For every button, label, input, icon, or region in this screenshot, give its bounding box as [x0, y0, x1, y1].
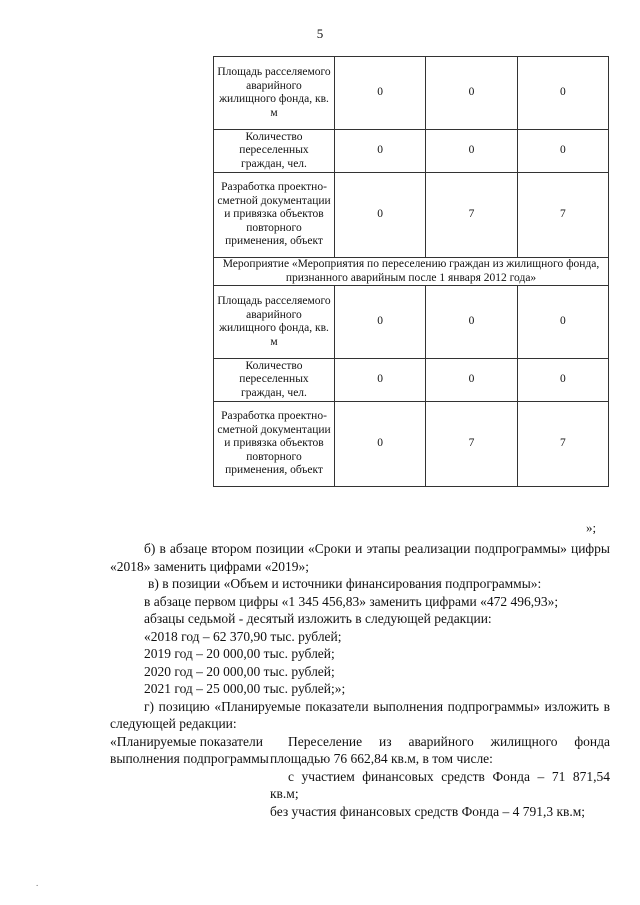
row-label: Разработка проектно-сметной документации и привязка объектов повторного применения, объект [214, 173, 335, 258]
year-2019: 2019 год – 20 000,00 тыс. рублей; [144, 646, 335, 661]
cell-value: 0 [517, 57, 608, 130]
document-body [110, 540, 610, 820]
row-label: Разработка проектно-сметной документации и привязка объектов повторного применения, объект [214, 402, 335, 487]
year-2018: «2018 год – 62 370,90 тыс. рублей; [144, 628, 342, 644]
table-row [214, 130, 609, 173]
section-heading: Мероприятие «Мероприятия по переселению граждан из жилищного фонда, признанного аварийным после 1 января 2012 года» [214, 258, 609, 286]
cell-value: 0 [335, 173, 426, 258]
cell-value: 0 [517, 130, 608, 173]
table-row [214, 359, 609, 402]
cell-value: 0 [335, 57, 426, 130]
cell-value: 0 [426, 286, 517, 359]
table-row [214, 57, 609, 130]
margin-mark: . [36, 878, 39, 888]
table-row [214, 402, 609, 487]
indicators-table [213, 56, 609, 487]
cell-value: 0 [517, 286, 608, 359]
cell-value: 0 [335, 286, 426, 359]
cell-value: 7 [517, 173, 608, 258]
page-number: 5 [316, 26, 324, 41]
year-2020: 2020 год – 20 000,00 тыс. рублей; [144, 663, 335, 679]
indicator-line: Переселение из аварийного жилищного фонда площадью 76 662,84 кв.м, в том числе: [270, 733, 610, 766]
paragraph-v2: абзацы седьмой - десятый изложить в следующей редакции: [144, 611, 492, 626]
table-closing-quote: »; [586, 520, 597, 535]
indicator-line: с участием финансовых средств Фонда – 71 871,54 кв.м; [270, 768, 610, 801]
cell-value: 7 [426, 402, 517, 487]
cell-value: 0 [426, 130, 517, 173]
indicators-content [270, 733, 610, 821]
cell-value: 0 [335, 359, 426, 402]
cell-value: 0 [335, 130, 426, 173]
table-row [214, 286, 609, 359]
cell-value: 0 [335, 402, 426, 487]
year-2021: 2021 год – 25 000,00 тыс. рублей;»; [144, 681, 346, 696]
indicators-title: «Планируемые показатели выполнения подпрограммы [110, 733, 269, 766]
row-label: Количество переселенных граждан, чел. [214, 359, 335, 402]
row-label: Количество переселенных граждан, чел. [214, 130, 335, 173]
table-row [214, 173, 609, 258]
section-row [214, 258, 609, 286]
cell-value: 0 [426, 359, 517, 402]
row-label: Площадь расселяемого аварийного жилищного фонда, кв. м [214, 286, 335, 359]
paragraph-b: б) в абзаце втором позиции «Сроки и этапы реализации подпрограммы» цифры «2018» заменить цифрами «2019»; [110, 541, 610, 574]
indicator-line: без участия финансовых средств Фонда – 4 791,3 кв.м; [270, 803, 586, 819]
paragraph-g: г) позицию «Планируемые показатели выполнения подпрограммы» изложить в следующей редакции: [110, 698, 610, 731]
cell-value: 7 [517, 402, 608, 487]
cell-value: 7 [426, 173, 517, 258]
paragraph-v: в) в позиции «Объем и источники финансирования подпрограммы»: [148, 576, 542, 591]
indicators-block [110, 733, 610, 821]
cell-value: 0 [426, 57, 517, 130]
paragraph-v1: в абзаце первом цифры «1 345 456,83» заменить цифрами «472 496,93»; [144, 593, 559, 609]
row-label: Площадь расселяемого аварийного жилищного фонда, кв. м [214, 57, 335, 130]
cell-value: 0 [517, 359, 608, 402]
